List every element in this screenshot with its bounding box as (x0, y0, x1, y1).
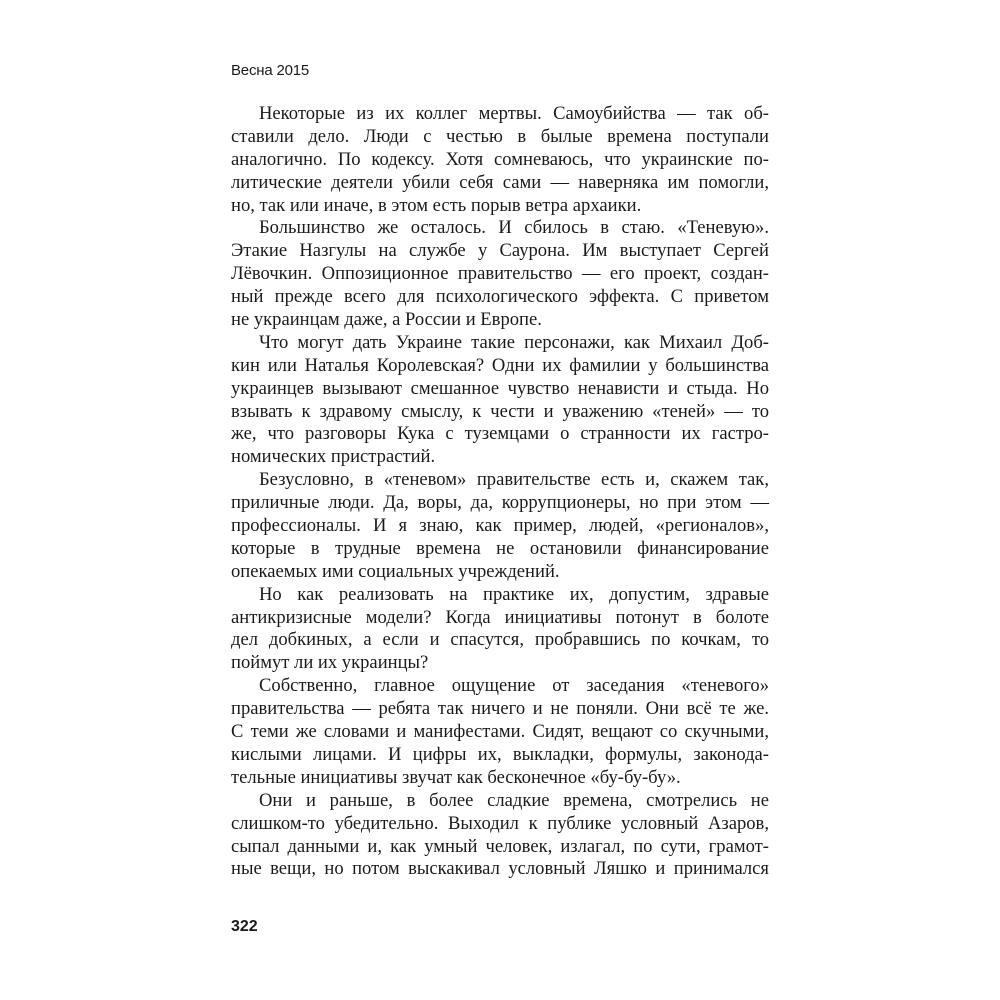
text-line: Что могут дать Украине такие персонажи, как Михаил Доб- (259, 331, 769, 353)
text-line: С теми же словами и манифестами. Сидят, вещают со скучными, (231, 721, 769, 743)
text-line: Они и раньше, в более сладкие времена, смотрелись не (259, 789, 769, 811)
text-line: же, что разговоры Кука с туземцами о странности их гастро- (231, 423, 769, 445)
text-line: ный прежде всего для психологического эффекта. С приветом (231, 286, 769, 308)
paragraph (231, 584, 769, 676)
text-line: слишком-то убедительно. Выходил к публике условный Азаров, (231, 812, 769, 834)
text-line: приличные люди. Да, воры, да, коррупционеры, но при этом — (231, 492, 769, 514)
text-line: Собственно, главное ощущение от заседания «теневого» (259, 675, 769, 697)
text-line: Лёвочкин. Оппозиционное правительство — его проект, создан- (231, 263, 769, 285)
text-line: ные вещи, но потом выскакивал условный Ляшко и принимался (231, 858, 769, 880)
text-line: дел добкиных, а если и спасутся, пробравшись по кочкам, то (231, 629, 769, 651)
text-line: номических пристрастий. (231, 446, 436, 468)
paragraph (231, 217, 769, 331)
text-line: кислыми лицами. И цифры их, выкладки, формулы, законода- (231, 743, 769, 765)
running-head: Весна 2015 (231, 62, 310, 79)
text-line: правительства — ребята так ничего и не поняли. Они всё те же. (231, 698, 769, 720)
text-line: ставили дело. Люди с честью в былые времена поступали (231, 125, 769, 147)
text-line: но, так или иначе, в этом есть порыв ветра архаики. (231, 194, 642, 216)
text-line: аналогично. По кодексу. Хотя сомневаюсь, что украинские по- (231, 148, 769, 170)
text-line: которые в трудные времена не остановили финансирование (231, 537, 769, 559)
text-line: литические деятели убили себя сами — наверняка им помогли, (231, 171, 769, 193)
text-line: не украинцам даже, а России и Европе. (231, 309, 542, 331)
paragraph (231, 790, 769, 882)
paragraph (231, 103, 769, 217)
text-line: Безусловно, в «теневом» правительстве есть и, скажем так, (259, 469, 769, 491)
text-line: антикризисные модели? Когда инициативы потонут в болоте (231, 606, 769, 628)
paragraph (231, 332, 769, 469)
paragraph (231, 469, 769, 583)
text-line: Но как реализовать на практике их, допустим, здравые (259, 583, 769, 605)
text-line: кин или Наталья Королевская? Одни их фамилии у большинства (231, 354, 769, 376)
text-line: профессионалы. И я знаю, как пример, людей, «регионалов», (231, 515, 769, 537)
page-number: 322 (231, 918, 258, 935)
body-text (231, 103, 769, 881)
text-line: Некоторые из их коллег мертвы. Самоубийства — так об- (259, 103, 769, 124)
text-line: украинцев вызывают смешанное чувство ненависти и стыда. Но (231, 377, 769, 399)
text-line: тельные инициативы звучат как бесконечное «бу-бу-бу». (231, 766, 681, 788)
paragraph (231, 675, 769, 789)
text-line: взывать к здравому смыслу, к чести и уважению «теней» — то (231, 400, 769, 422)
text-line: Большинство же осталось. И сбилось в стаю. «Теневую». (259, 217, 769, 239)
text-line: Этакие Назгулы на службе у Саурона. Им выступает Сергей (231, 240, 769, 262)
text-line: поймут ли их украинцы? (231, 652, 429, 674)
text-line: опекаемых ими социальных учреждений. (231, 560, 560, 582)
text-line: сыпал данными и, как умный человек, излагал, по сути, грамот- (231, 835, 769, 857)
